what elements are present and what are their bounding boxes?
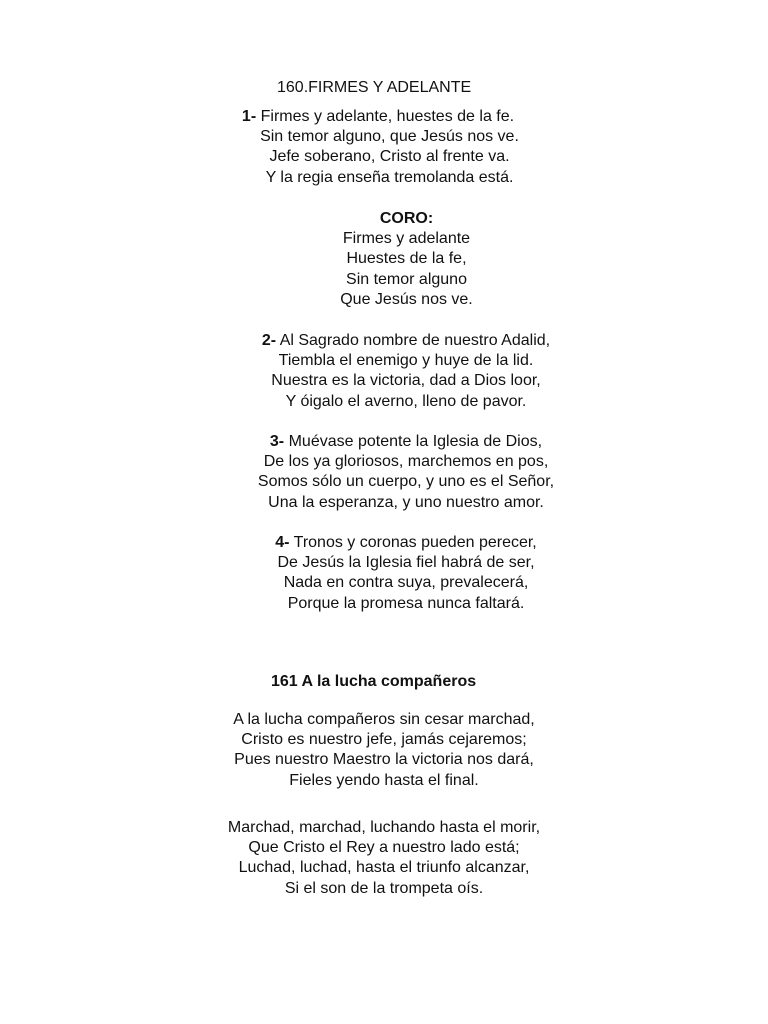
stanza-line: Jefe soberano, Cristo al frente va. xyxy=(269,148,510,166)
stanza-line: Pues nuestro Maestro la victoria nos dará, xyxy=(234,751,534,769)
stanza-line: Somos sólo un cuerpo, y uno es el Señor, xyxy=(257,473,555,491)
stanza-3 xyxy=(22,432,768,513)
stanza-line: Porque la promesa nunca faltará. xyxy=(287,594,525,612)
stanza-line: 1- Firmes y adelante, huestes de la fe. xyxy=(241,108,515,125)
stanza-2 xyxy=(0,818,768,899)
stanza-line: Si el son de la trompeta oís. xyxy=(284,879,484,897)
stanza-4 xyxy=(22,533,768,614)
chorus-line: Sin temor alguno xyxy=(346,270,467,288)
stanza-line: Cristo es nuestro jefe, jamás cejaremos; xyxy=(241,731,527,749)
stanza-line: Luchad, luchad, hasta el triunfo alcanzar, xyxy=(238,859,530,877)
stanza-line: Y la regia enseña tremolanda está. xyxy=(265,168,514,186)
stanza-line: A la lucha compañeros sin cesar marchad, xyxy=(233,711,535,728)
stanza-number: 4- xyxy=(275,534,290,551)
stanza-line: Sin temor alguno, que Jesús nos ve. xyxy=(260,128,519,146)
stanza-line: Y óigalo el averno, lleno de pavor. xyxy=(285,392,527,410)
stanza-2 xyxy=(22,331,768,412)
stanza-line: 4- Tronos y coronas pueden perecer, xyxy=(275,534,537,551)
chorus xyxy=(0,209,768,310)
stanza-number: 2- xyxy=(261,332,277,349)
stanza-line: Que Cristo el Rey a nuestro lado está; xyxy=(248,839,520,857)
stanza-line: Nada en contra suya, prevalecerá, xyxy=(283,574,529,592)
stanza-number: 1- xyxy=(241,108,257,125)
stanza-line: Una la esperanza, y uno nuestro amor. xyxy=(268,493,544,511)
stanza-line: Marchad, marchad, luchando hasta el morir, xyxy=(227,819,541,836)
stanza-number: 3- xyxy=(269,433,285,450)
chorus-line: Firmes y adelante xyxy=(342,230,471,248)
stanza-line: De los ya gloriosos, marchemos en pos, xyxy=(263,453,549,471)
chorus-line: Huestes de la fe, xyxy=(346,250,467,268)
stanza-1 xyxy=(0,107,768,188)
stanza-line: Fieles yendo hasta el final. xyxy=(289,771,479,789)
hymn-title: 161 A la lucha compañeros xyxy=(271,673,477,690)
stanza-line: 3- Muévase potente la Iglesia de Dios, xyxy=(269,433,543,450)
hymn-title: 160.FIRMES Y ADELANTE xyxy=(277,79,472,96)
chorus-line: Que Jesús nos ve. xyxy=(340,290,473,308)
stanza-line: 2- Al Sagrado nombre de nuestro Adalid, xyxy=(261,332,551,349)
stanza-line: Tiembla el enemigo y huye de la lid. xyxy=(278,352,534,370)
stanza-1 xyxy=(0,710,768,791)
stanza-line: De Jesús la Iglesia fiel habrá de ser, xyxy=(277,554,535,572)
stanza-line: Nuestra es la victoria, dad a Dios loor, xyxy=(271,372,541,390)
chorus-label: CORO: xyxy=(379,210,434,227)
